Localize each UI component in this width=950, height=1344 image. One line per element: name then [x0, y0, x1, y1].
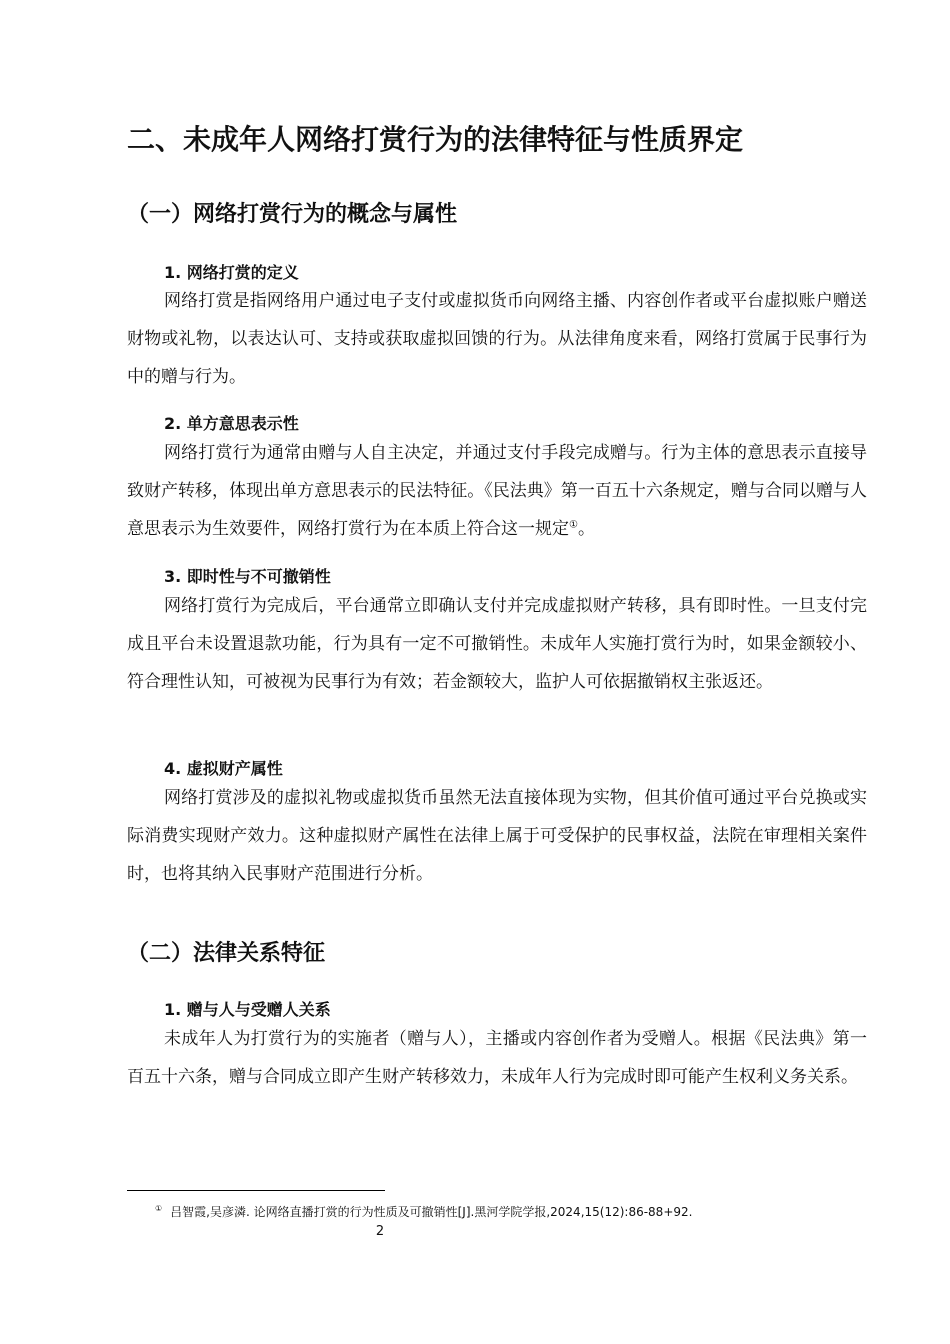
section-title-2: （二）法律关系特征 [127, 941, 326, 966]
subheading-1-2 [164, 412, 299, 436]
subheading-1-3 [164, 565, 331, 589]
footnote-mark: ① [155, 1204, 163, 1213]
paragraph-2-1: 未成年人为打赏行为的实施者（赠与人），主播或内容创作者为受赠人。根据《民法典》第一百五十六条，赠与合同成立即产生财产转移效力，未成年人行为完成时即可能产生权利义务关系。 [127, 1029, 867, 1087]
paragraph-1-1: 网络打赏是指网络用户通过电子支付或虚拟货币向网络主播、内容创作者或平台虚拟账户赠送财物或礼物，以表达认可、支持或获取虚拟回馈的行为。从法律角度来看，网络打赏属于民事行为中的赠与行为。 [127, 291, 867, 387]
subheading-text: 赠与人与受赠人关系 [186, 1000, 331, 1019]
footnote-reference[interactable]: ① [569, 519, 578, 531]
subheading-text: 即时性与不可撤销性 [186, 567, 331, 586]
paragraph-1-3: 网络打赏行为完成后，平台通常立即确认支付并完成虚拟财产转移，具有即时性。一旦支付完成且平台未设置退款功能，行为具有一定不可撤销性。未成年人实施打赏行为时，如果金额较小、符合理性认知，可被视为民事行为有效；若金额较大，监护人可依据撤销权主张返还。 [127, 596, 867, 692]
subheading-text: 虚拟财产属性 [186, 759, 283, 778]
paragraph-end: 。 [577, 519, 595, 539]
subheading-number: 1. [164, 263, 182, 282]
subheading-2-1 [164, 998, 331, 1022]
subheading-text: 单方意思表示性 [186, 414, 299, 433]
subheading-number: 4. [164, 759, 182, 778]
subheading-1-4 [164, 757, 283, 781]
paragraph-1-4: 网络打赏涉及的虚拟礼物或虚拟货币虽然无法直接体现为实物，但其价值可通过平台兑换或实际消费实现财产效力。这种虚拟财产属性在法律上属于可受保护的民事权益，法院在审理相关案件时，也将其纳入民事财产范围进行分析。 [127, 788, 867, 884]
page-number: 2 [375, 1224, 385, 1239]
footnote-divider [127, 1190, 385, 1191]
subheading-number: 1. [164, 1000, 182, 1019]
footnote-text: 吕智霞,吴彦潾. 论网络直播打赏的行为性质及可撤销性[J].黑河学院学报,2024,15(12):86-88+92. [170, 1205, 693, 1219]
chapter-title: 二、未成年人网络打赏行为的法律特征与性质界定 [127, 123, 744, 156]
subheading-number: 2. [164, 414, 182, 433]
footnote [155, 1200, 692, 1221]
paragraph-text: 网络打赏行为通常由赠与人自主决定，并通过支付手段完成赠与。行为主体的意思表示直接导致财产转移，体现出单方意思表示的民法特征。《民法典》第一百五十六条规定，赠与合同以赠与人意思表示为生效要件，网络打赏行为在本质上符合这一规定 [127, 443, 867, 539]
subheading-number: 3. [164, 567, 182, 586]
subheading-text: 网络打赏的定义 [186, 263, 299, 282]
paragraph-1-2 [127, 434, 867, 548]
section-title-1: （一）网络打赏行为的概念与属性 [127, 202, 458, 227]
